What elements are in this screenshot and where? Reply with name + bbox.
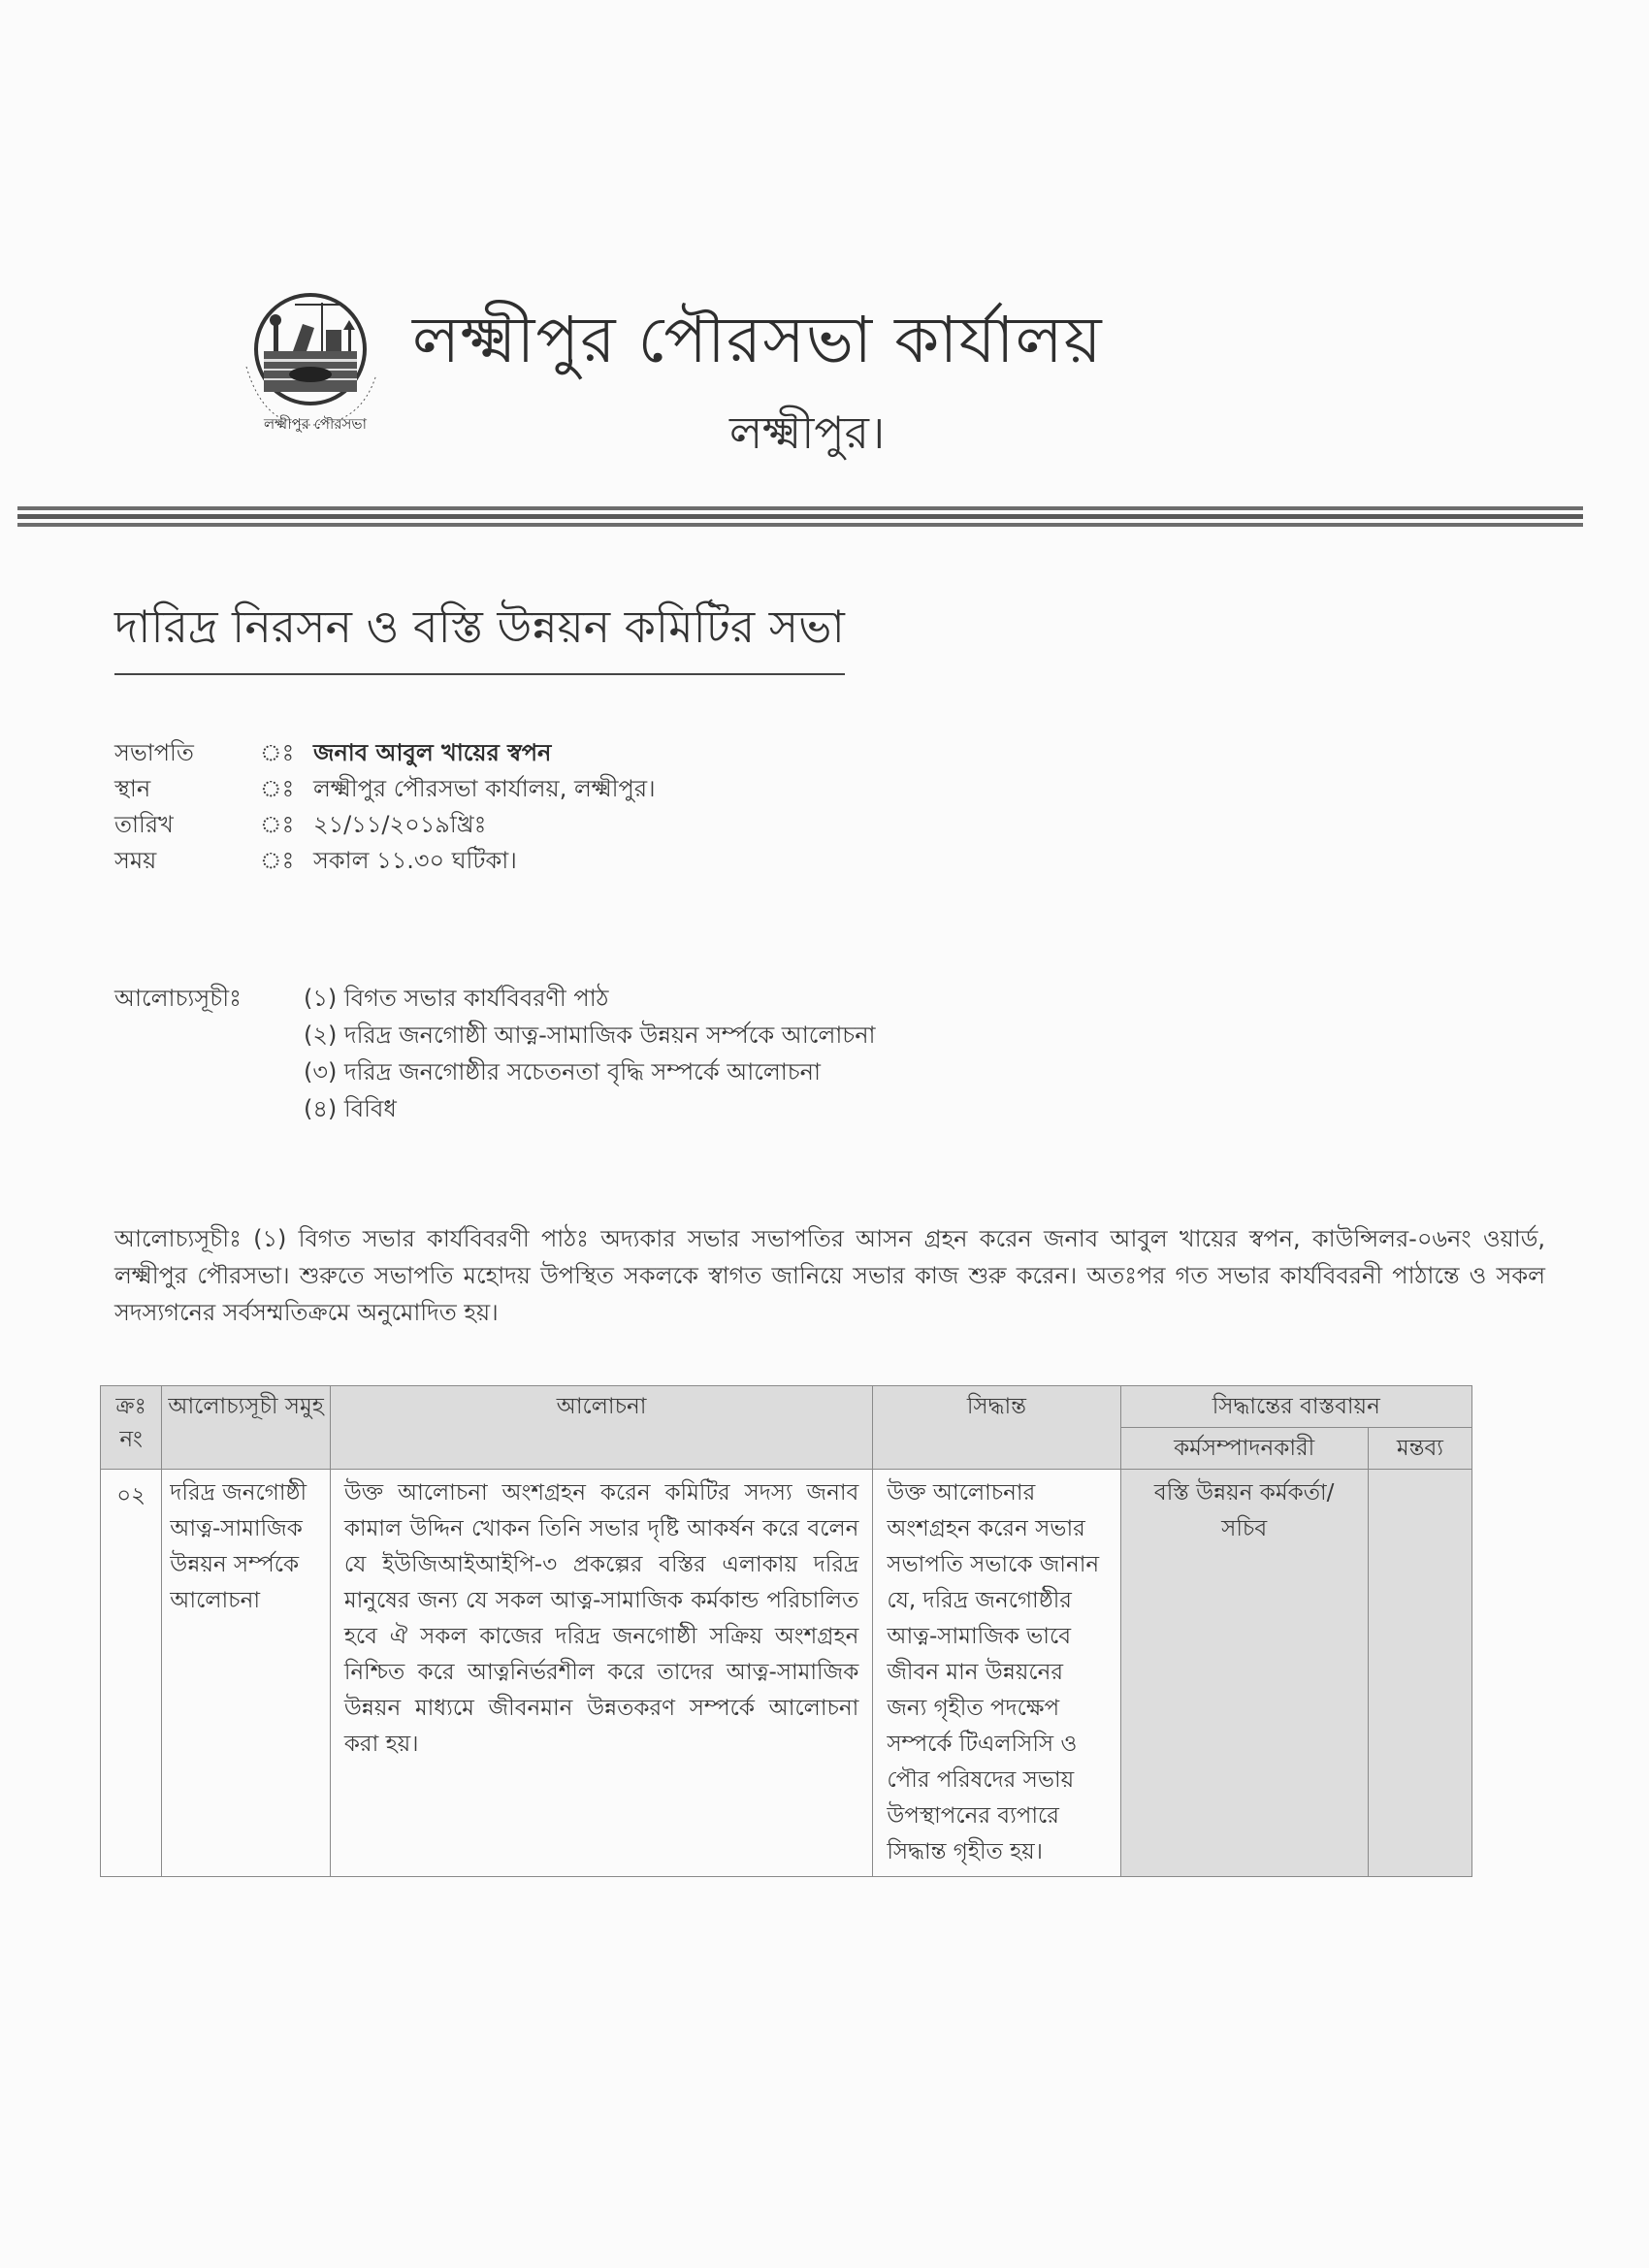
cell-discussion: উক্ত আলোচনা অংশগ্রহন করেন কমিটির সদস্য জনাব কামাল উদ্দিন খোকন তিনি সভার দৃষ্টি আকর্ষন করে বলেন যে ইউজিআইআইপি-৩ প্রকল্পের বস্তির এলাকায় দরিদ্র মানুষের জন্য যে সকল আত্ন-সামাজিক কর্মকান্ড পরিচালিত হবে ঐ সকল কাজের দরিদ্র জনগোষ্ঠী সক্রিয় অংশগ্রহন নিশ্চিত করে আত্ননির্ভরশীল করে তাদের আত্ন-সামাজিক উন্নয়ন মাধ্যমে জীবনমান উন্নতকরণ সম্পর্কে আলোচনা করা হয়।	[330, 1470, 872, 1877]
cell-remarks	[1368, 1470, 1471, 1877]
cell-serial: ০২	[101, 1470, 162, 1877]
meta-colon: ঃ	[260, 847, 295, 874]
office-title: লক্ষ্মীপুর পৌরসভা কার্যালয়	[412, 303, 1103, 377]
agenda-item: (২) দরিদ্র জনগোষ্ঠী আত্ন-সামাজিক উন্নয়ন সর্ম্পকে আলোচনা	[304, 1021, 876, 1049]
meta-date	[114, 807, 656, 843]
meta-time	[114, 843, 656, 879]
header-implementation: সিদ্ধান্তের বাস্তবায়ন	[1120, 1386, 1471, 1428]
table-header-row	[101, 1386, 1472, 1428]
minutes-table	[100, 1385, 1472, 1877]
seal-caption: লক্ষ্মীপুর পৌরসভা	[264, 415, 367, 433]
meta-label: তারিখ	[114, 811, 174, 838]
header-executor: কর্মসম্পাদনকারী	[1120, 1428, 1368, 1470]
meta-venue	[114, 771, 656, 807]
meta-colon: ঃ	[260, 811, 295, 838]
meta-colon: ঃ	[260, 775, 295, 802]
header-decision: সিদ্ধান্ত	[873, 1386, 1120, 1470]
office-location: লক্ষ্মীপুর।	[729, 406, 886, 459]
header-topics: আলোচ্যসূচী সমুহ	[162, 1386, 331, 1470]
municipality-seal-icon	[225, 281, 390, 437]
header-remarks: মন্তব্য	[1368, 1428, 1471, 1470]
agenda-list	[304, 980, 876, 1127]
cell-executor: বস্তি উন্নয়ন কর্মকর্তা/ সচিব	[1120, 1470, 1368, 1877]
agenda-item: (৪) বিবিধ	[304, 1095, 397, 1122]
meta-label: সময়	[114, 847, 157, 874]
meta-label: সভাপতি	[114, 739, 194, 766]
meeting-title: দারিদ্র নিরসন ও বস্তি উন্নয়ন কমিটির সভা	[114, 594, 845, 675]
meta-value: জনাব আবুল খায়ের স্বপন	[313, 739, 552, 766]
cell-decision: উক্ত আলোচনার অংশগ্রহন করেন সভার সভাপতি সভাকে জানান যে, দরিদ্র জনগোষ্ঠীর আত্ন-সামাজিক ভাবে জীবন মান উন্নয়নের জন্য গৃহীত পদক্ষেপ সম্পর্কে টিএলসিসি ও পৌর পরিষদের সভায় উপস্থাপনের ব্যপারে সিদ্ধান্ত গৃহীত হয়।	[873, 1470, 1120, 1877]
meeting-meta	[114, 735, 656, 879]
previous-minutes-paragraph: আলোচ্যসূচীঃ (১) বিগত সভার কার্যবিবরণী পাঠঃ অদ্যকার সভার সভাপতির আসন গ্রহন করেন জনাব আবুল খায়ের স্বপন, কাউন্সিলর-০৬নং ওয়ার্ড, লক্ষ্মীপুর পৌরসভা। শুরুতে সভাপতি মহোদয় উপস্থিত সকলকে স্বাগত জানিয়ে সভার কাজ শুরু করেন। অতঃপর গত সভার কার্যবিবরনী পাঠান্তে ও সকল সদস্যগনের সর্বসম্মতিক্রমে অনুমোদিত হয়।	[114, 1225, 1545, 1326]
table-row	[101, 1470, 1472, 1877]
header-divider	[17, 506, 1583, 531]
header-serial: ক্রঃ নং	[101, 1386, 162, 1470]
agenda	[114, 980, 876, 1127]
meta-value: লক্ষ্মীপুর পৌরসভা কার্যালয়, লক্ষ্মীপুর।	[313, 775, 656, 802]
header-discussion: আলোচনা	[330, 1386, 872, 1470]
meta-value: সকাল ১১.৩০ ঘটিকা।	[313, 847, 517, 874]
meta-value: ২১/১১/২০১৯খ্রিঃ	[313, 811, 487, 838]
cell-topic: দরিদ্র জনগোষ্ঠী আত্ন-সামাজিক উন্নয়ন সর্ম্পকে আলোচনা	[162, 1470, 331, 1877]
agenda-item: (১) বিগত সভার কার্যবিবরণী পাঠ	[304, 985, 609, 1012]
agenda-label: আলোচ্যসূচীঃ	[114, 985, 242, 1012]
agenda-item: (৩) দরিদ্র জনগোষ্ঠীর সচেতনতা বৃদ্ধি সম্পর্কে আলোচনা	[304, 1058, 821, 1085]
meta-colon: ঃ	[260, 739, 295, 766]
meta-chairman	[114, 735, 656, 771]
meta-label: স্থান	[114, 775, 151, 802]
